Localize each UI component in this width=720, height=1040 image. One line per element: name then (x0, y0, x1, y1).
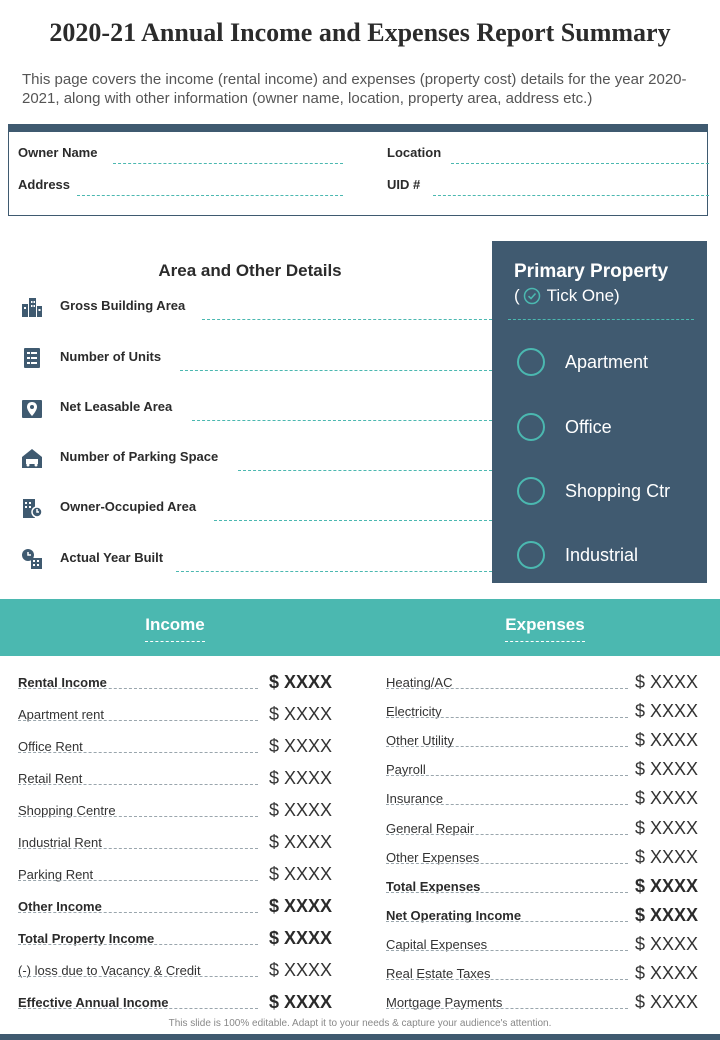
expense-row (386, 960, 698, 984)
row-value[interactable]: $ XXXX (268, 832, 332, 852)
expense-row (386, 873, 698, 897)
row-dash (386, 775, 628, 776)
clock-building-icon (20, 547, 44, 571)
parking-garage-icon (20, 446, 44, 470)
row-value[interactable]: $ XXXX (634, 963, 698, 983)
row-dash (18, 1008, 258, 1009)
row-label: General Repair (386, 821, 475, 836)
row-value[interactable]: $ XXXX (634, 876, 698, 896)
row-label: Net Operating Income (386, 908, 522, 923)
row-label: Total Property Income (18, 931, 155, 946)
income-row (18, 957, 332, 981)
row-value[interactable]: $ XXXX (268, 736, 332, 756)
row-value[interactable]: $ XXXX (634, 788, 698, 808)
row-value[interactable]: $ XXXX (634, 992, 698, 1012)
income-row (18, 829, 332, 853)
row-label: Electricity (386, 704, 442, 719)
row-value[interactable]: $ XXXX (634, 672, 698, 692)
number-of-units-field[interactable] (180, 370, 492, 371)
expense-row (386, 669, 698, 693)
area-row-net-leasable (20, 394, 492, 422)
row-label: Mortgage Payments (386, 995, 503, 1010)
office-building-icon (20, 496, 44, 520)
expense-row (386, 989, 698, 1013)
option-office[interactable] (517, 412, 612, 442)
panel-divider (508, 319, 694, 320)
area-label: Net Leasable Area (60, 399, 173, 414)
income-row (18, 765, 332, 789)
row-label: Heating/AC (386, 675, 453, 690)
paren-open: ( (514, 286, 520, 305)
row-dash (386, 979, 628, 980)
income-row (18, 925, 332, 949)
row-value[interactable]: $ XXXX (634, 905, 698, 925)
row-dash (18, 688, 258, 689)
income-expenses-header-band (0, 599, 720, 656)
row-label: Rental Income (18, 675, 107, 690)
bottom-bar (0, 1034, 720, 1040)
row-label: Other Expenses (386, 850, 480, 865)
location-label: Location (387, 145, 442, 160)
row-dash (18, 848, 258, 849)
income-row (18, 861, 332, 885)
row-dash (386, 892, 628, 893)
row-dash (18, 720, 258, 721)
row-dash (18, 816, 258, 817)
row-value[interactable]: $ XXXX (634, 759, 698, 779)
row-value[interactable]: $ XXXX (268, 992, 332, 1012)
net-leasable-area-field[interactable] (192, 420, 492, 421)
page-subtitle: This page covers the income (rental income) and expenses (property cost) details for the year 2020-2021, along with other information (owner name, location, property area, address etc.) (22, 71, 687, 107)
row-dash (18, 912, 258, 913)
row-value[interactable]: $ XXXX (268, 864, 332, 884)
option-industrial[interactable] (517, 540, 638, 570)
primary-property-subtitle (514, 286, 620, 306)
expense-row (386, 785, 698, 809)
map-pin-icon (20, 396, 44, 420)
row-value[interactable]: $ XXXX (268, 704, 332, 724)
gross-building-area-field[interactable] (202, 319, 492, 320)
address-field[interactable] (77, 195, 343, 196)
row-label: (-) loss due to Vacancy & Credit (18, 963, 201, 978)
area-row-units (20, 344, 492, 372)
expense-row (386, 698, 698, 722)
row-label: Apartment rent (18, 707, 104, 722)
owner-box-topbar (8, 124, 708, 132)
row-dash (18, 880, 258, 881)
row-dash (18, 752, 258, 753)
area-row-year-built (20, 545, 492, 573)
row-value[interactable]: $ XXXX (268, 896, 332, 916)
row-value[interactable]: $ XXXX (268, 928, 332, 948)
row-label: Payroll (386, 762, 426, 777)
owner-info-box (8, 124, 708, 216)
radio-circle-icon[interactable] (517, 413, 545, 441)
row-value[interactable]: $ XXXX (634, 701, 698, 721)
income-row (18, 797, 332, 821)
row-dash (18, 976, 258, 977)
row-value[interactable]: $ XXXX (634, 818, 698, 838)
radio-circle-icon[interactable] (517, 541, 545, 569)
area-label: Gross Building Area (60, 298, 186, 313)
option-apartment[interactable] (517, 347, 648, 377)
row-value[interactable]: $ XXXX (268, 800, 332, 820)
option-label: Office (565, 416, 612, 437)
expense-row (386, 756, 698, 780)
row-label: Office Rent (18, 739, 83, 754)
expense-row (386, 844, 698, 868)
row-label: Parking Rent (18, 867, 94, 882)
row-dash (386, 746, 628, 747)
area-label: Owner-Occupied Area (60, 499, 197, 514)
area-row-gross-building (20, 293, 492, 321)
row-dash (386, 688, 628, 689)
row-label: Industrial Rent (18, 835, 102, 850)
area-label: Number of Units (60, 349, 162, 364)
row-value[interactable]: $ XXXX (634, 730, 698, 750)
row-value[interactable]: $ XXXX (268, 768, 332, 788)
row-dash (386, 717, 628, 718)
owner-name-label: Owner Name (18, 145, 98, 160)
income-row (18, 733, 332, 757)
row-label: Retail Rent (18, 771, 83, 786)
row-dash (386, 950, 628, 951)
checklist-icon (20, 346, 44, 370)
row-value[interactable]: $ XXXX (634, 934, 698, 954)
row-dash (386, 921, 628, 922)
row-dash (18, 944, 258, 945)
location-field[interactable] (451, 163, 709, 164)
primary-property-title: Primary Property (514, 261, 669, 282)
row-value[interactable]: $ XXXX (268, 960, 332, 980)
radio-circle-icon[interactable] (517, 348, 545, 376)
radio-circle-icon[interactable] (517, 477, 545, 505)
address-label: Address (18, 177, 71, 192)
row-label: Other Income (18, 899, 102, 914)
expense-row (386, 902, 698, 926)
row-label: Total Expenses (386, 879, 481, 894)
row-label: Other Utility (386, 733, 454, 748)
area-row-parking (20, 444, 492, 472)
area-label: Actual Year Built (60, 550, 164, 565)
income-heading: Income (100, 615, 250, 642)
row-label: Shopping Centre (18, 803, 116, 818)
row-label: Insurance (386, 791, 444, 806)
building-icon (20, 295, 44, 319)
expense-row (386, 931, 698, 955)
option-shopping-ctr[interactable] (517, 476, 670, 506)
uid-field[interactable] (433, 195, 709, 196)
option-label: Industrial (565, 544, 639, 565)
area-label: Number of Parking Space (60, 449, 219, 464)
option-label: Shopping Ctr (565, 480, 671, 501)
area-details-heading: Area and Other Details (158, 261, 342, 280)
owner-occupied-area-field[interactable] (214, 520, 492, 521)
year-built-field[interactable] (176, 571, 492, 572)
row-dash (18, 784, 258, 785)
expenses-heading: Expenses (470, 615, 620, 642)
row-dash (386, 863, 628, 864)
check-circle-icon (523, 287, 541, 305)
income-row (18, 893, 332, 917)
page-title: 2020-21 Annual Income and Expenses Report Summary (49, 18, 671, 47)
area-row-owner-occupied (20, 494, 492, 522)
row-value[interactable]: $ XXXX (268, 672, 332, 692)
income-row (18, 669, 332, 693)
row-label: Capital Expenses (386, 937, 488, 952)
option-label: Apartment (565, 351, 649, 372)
expense-row (386, 815, 698, 839)
owner-name-field[interactable] (113, 163, 343, 164)
row-dash (386, 804, 628, 805)
footer-note: This slide is 100% editable. Adapt it to your needs & capture your audience's attention. (168, 1018, 552, 1029)
income-row (18, 989, 332, 1013)
income-row (18, 701, 332, 725)
row-dash (386, 1008, 628, 1009)
expense-row (386, 727, 698, 751)
uid-label: UID # (387, 177, 421, 192)
row-label: Real Estate Taxes (386, 966, 491, 981)
row-dash (386, 834, 628, 835)
primary-property-panel (492, 241, 707, 583)
row-value[interactable]: $ XXXX (634, 847, 698, 867)
row-label: Effective Annual Income (18, 995, 169, 1010)
parking-space-field[interactable] (238, 470, 492, 471)
tick-one-label: Tick One) (546, 286, 620, 305)
